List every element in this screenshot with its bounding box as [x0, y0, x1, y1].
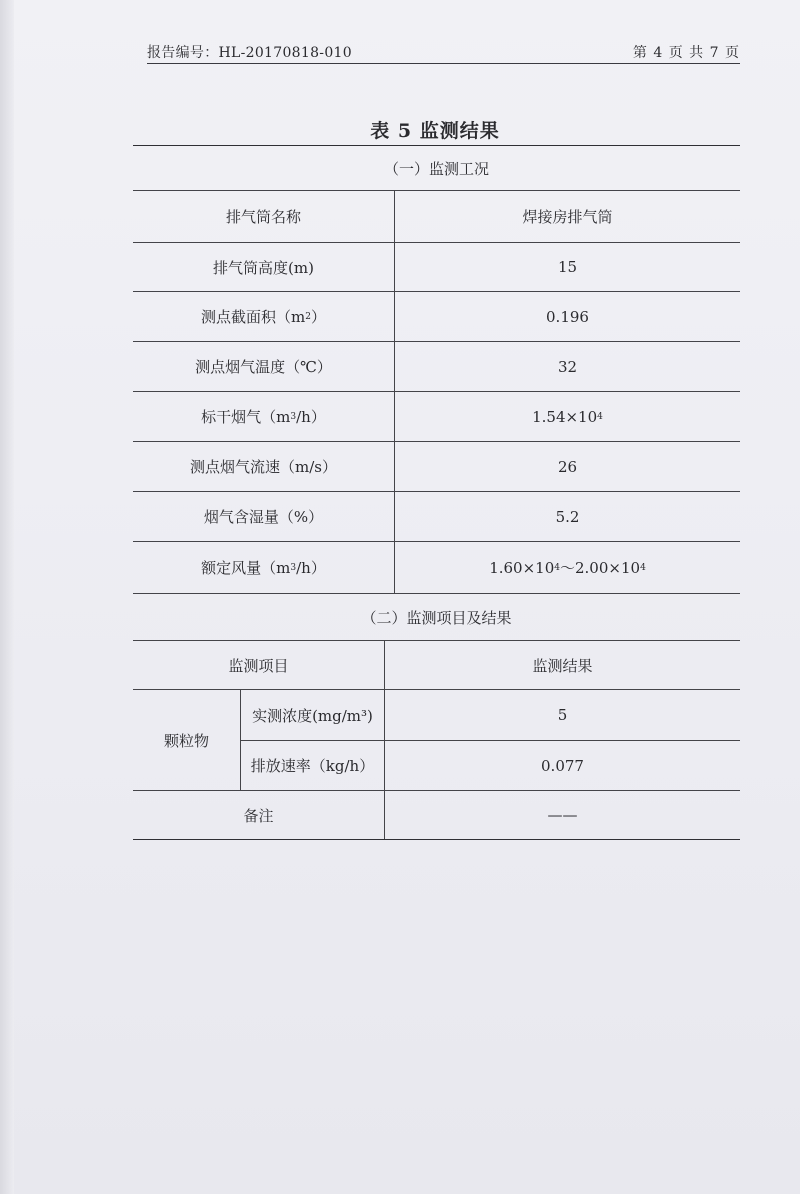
- value-moisture-content: 5.2: [555, 507, 580, 526]
- page-number: 第 4 页 共 7 页: [632, 45, 740, 61]
- label-remarks: 备注: [243, 806, 274, 825]
- report-number: 报告编号：HL-20170818-010: [147, 45, 352, 61]
- value-remarks: ——: [547, 806, 578, 824]
- value-emission-rate: 0.077: [541, 756, 584, 775]
- value-section-area: 0.196: [546, 307, 589, 326]
- label-rated-airflow: 额定风量（m 3 /h）: [201, 559, 326, 577]
- label-moisture-content: 烟气含湿量（%）: [203, 508, 324, 526]
- page-binding-edge: [0, 0, 14, 1194]
- value-standard-dry-gas: 1.54×10 4: [532, 407, 603, 426]
- value-stack-height: 15: [557, 258, 578, 276]
- label-gas-temperature: 测点烟气温度（℃）: [195, 358, 332, 376]
- value-measured-concentration: 5: [557, 706, 568, 724]
- value-gas-temperature: 32: [557, 357, 578, 376]
- label-stack-name: 排气筒名称: [225, 208, 301, 226]
- header-rule: [147, 63, 740, 64]
- report-header: [147, 42, 740, 64]
- section-title-results: （二）监测项目及结果: [361, 608, 512, 627]
- label-gas-velocity: 测点烟气流速（m/s）: [190, 458, 337, 476]
- label-stack-height: 排气筒高度(m): [213, 258, 314, 277]
- value-gas-velocity: 26: [557, 457, 578, 476]
- header-monitoring-result: 监测结果: [532, 656, 593, 675]
- label-measured-concentration: 实测浓度(mg/m³): [252, 706, 373, 725]
- value-stack-name: 焊接房排气筒: [522, 208, 613, 226]
- label-standard-dry-gas: 标干烟气（m 3 /h）: [201, 408, 326, 426]
- label-emission-rate: 排放速率（kg/h）: [250, 757, 375, 775]
- header-monitoring-item: 监测项目: [228, 656, 289, 675]
- value-rated-airflow: 1.60×10 4 ～2.00×10 4: [489, 558, 646, 577]
- section-title-conditions: （一）监测工况: [383, 159, 489, 178]
- label-section-area: 测点截面积（m 2 ）: [201, 308, 326, 326]
- table-title: 表 5 监测结果: [370, 120, 500, 142]
- table-bottom-border: [133, 839, 740, 840]
- group-particulate-matter: 颗粒物: [163, 731, 209, 750]
